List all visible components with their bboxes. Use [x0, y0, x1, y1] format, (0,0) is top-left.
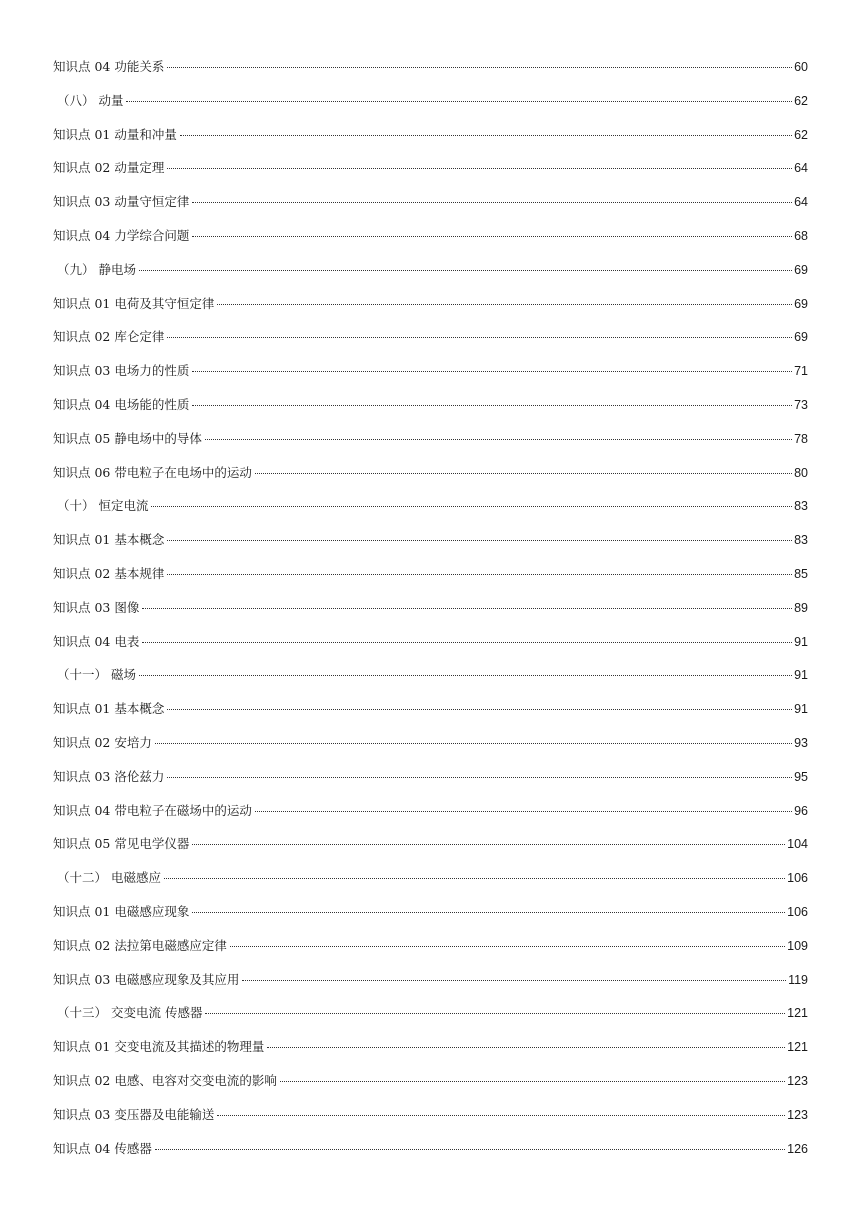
- dot-leader: [192, 371, 792, 372]
- toc-entry-page-number: 62: [794, 93, 808, 108]
- toc-item-row[interactable]: [53, 1071, 808, 1105]
- toc-entry-title: （九） 静电场: [57, 261, 136, 277]
- toc-entry-title: 知识点 01 交变电流及其描述的物理量: [53, 1039, 265, 1055]
- toc-item-row[interactable]: [53, 226, 808, 260]
- toc-item-row[interactable]: [53, 125, 808, 159]
- dot-leader: [280, 1081, 785, 1082]
- toc-entry-title: 知识点 06 带电粒子在电场中的运动: [53, 464, 252, 480]
- dot-leader: [142, 608, 792, 609]
- toc-entry-page-number: 64: [794, 161, 808, 176]
- toc-entry-title: 知识点 01 电荷及其守恒定律: [53, 295, 215, 311]
- toc-item-row[interactable]: [53, 395, 808, 429]
- toc-entry-title: 知识点 01 电磁感应现象: [53, 903, 190, 919]
- toc-entry-title: 知识点 02 基本规律: [53, 565, 165, 581]
- toc-entry-page-number: 91: [794, 668, 808, 683]
- toc-item-row[interactable]: [53, 1139, 808, 1173]
- toc-entry-title: 知识点 05 常见电学仪器: [53, 836, 190, 852]
- toc-entry-title: （八） 动量: [57, 92, 124, 108]
- toc-entry-page-number: 121: [787, 1040, 808, 1055]
- dot-leader: [155, 743, 792, 744]
- toc-item-row[interactable]: [53, 463, 808, 497]
- toc-entry-title: （十三） 交变电流 传感器: [57, 1005, 203, 1021]
- toc-item-row[interactable]: [53, 699, 808, 733]
- toc-item-row[interactable]: [53, 970, 808, 1004]
- dot-leader: [126, 101, 792, 102]
- toc-section-row[interactable]: [53, 91, 808, 125]
- toc-entry-page-number: 71: [794, 364, 808, 379]
- toc-section-row[interactable]: [53, 496, 808, 530]
- toc-entry-page-number: 69: [794, 262, 808, 277]
- dot-leader: [180, 135, 792, 136]
- toc-entry-page-number: 83: [794, 499, 808, 514]
- dot-leader: [167, 574, 792, 575]
- toc-item-row[interactable]: [53, 429, 808, 463]
- toc-entry-title: 知识点 03 电场力的性质: [53, 363, 190, 379]
- toc-entry-page-number: 89: [794, 600, 808, 615]
- toc-entry-page-number: 69: [794, 296, 808, 311]
- toc-entry-page-number: 104: [787, 837, 808, 852]
- toc-entry-page-number: 93: [794, 735, 808, 750]
- toc-item-row[interactable]: [53, 902, 808, 936]
- dot-leader: [255, 473, 792, 474]
- toc-item-row[interactable]: [53, 192, 808, 226]
- dot-leader: [255, 811, 792, 812]
- toc-entry-page-number: 91: [794, 702, 808, 717]
- dot-leader: [267, 1047, 785, 1048]
- dot-leader: [192, 844, 785, 845]
- dot-leader: [167, 777, 792, 778]
- toc-entry-page-number: 123: [787, 1073, 808, 1088]
- toc-entry-page-number: 78: [794, 431, 808, 446]
- toc-entry-page-number: 64: [794, 195, 808, 210]
- toc-entry-title: 知识点 02 法拉第电磁感应定律: [53, 937, 227, 953]
- toc-item-row[interactable]: [53, 834, 808, 868]
- toc-entry-title: 知识点 02 动量定理: [53, 160, 165, 176]
- toc-item-row[interactable]: [53, 733, 808, 767]
- toc-entry-title: 知识点 04 带电粒子在磁场中的运动: [53, 802, 252, 818]
- toc-item-row[interactable]: [53, 57, 808, 91]
- dot-leader: [230, 946, 785, 947]
- toc-entry-page-number: 73: [794, 397, 808, 412]
- toc-entry-title: 知识点 01 动量和冲量: [53, 126, 177, 142]
- dot-leader: [192, 912, 785, 913]
- toc-entry-page-number: 119: [788, 972, 808, 987]
- toc-item-row[interactable]: [53, 767, 808, 801]
- toc-item-row[interactable]: [53, 936, 808, 970]
- toc-entry-title: （十） 恒定电流: [57, 498, 149, 514]
- toc-item-row[interactable]: [53, 327, 808, 361]
- toc-entry-page-number: 126: [787, 1141, 808, 1156]
- toc-entry-title: 知识点 02 安培力: [53, 734, 152, 750]
- dot-leader: [139, 675, 792, 676]
- toc-entry-page-number: 106: [787, 904, 808, 919]
- toc-item-row[interactable]: [53, 1105, 808, 1139]
- dot-leader: [192, 202, 792, 203]
- dot-leader: [242, 980, 786, 981]
- dot-leader: [164, 878, 785, 879]
- toc-item-row[interactable]: [53, 361, 808, 395]
- toc-entry-title: 知识点 03 动量守恒定律: [53, 194, 190, 210]
- toc-entry-page-number: 95: [794, 769, 808, 784]
- toc-item-row[interactable]: [53, 632, 808, 666]
- toc-item-row[interactable]: [53, 530, 808, 564]
- toc-section-row[interactable]: [53, 665, 808, 699]
- dot-leader: [167, 168, 792, 169]
- toc-entry-title: 知识点 03 洛伦兹力: [53, 768, 165, 784]
- toc-entry-title: 知识点 04 电场能的性质: [53, 396, 190, 412]
- toc-entry-title: 知识点 04 功能关系: [53, 59, 165, 74]
- toc-entry-title: 知识点 02 库仑定律: [53, 329, 165, 345]
- toc-item-row[interactable]: [53, 1037, 808, 1071]
- dot-leader: [192, 405, 792, 406]
- dot-leader: [155, 1149, 785, 1150]
- toc-entry-title: 知识点 02 电感、电容对交变电流的影响: [53, 1072, 277, 1088]
- toc-entry-page-number: 106: [787, 871, 808, 886]
- toc-entry-page-number: 68: [794, 228, 808, 243]
- dot-leader: [151, 506, 792, 507]
- dot-leader: [205, 1013, 785, 1014]
- dot-leader: [192, 236, 792, 237]
- toc-entry-page-number: 91: [794, 634, 808, 649]
- toc-entry-page-number: 96: [794, 803, 808, 818]
- dot-leader: [142, 642, 792, 643]
- dot-leader: [205, 439, 792, 440]
- table-of-contents: [53, 57, 808, 1172]
- dot-leader: [167, 709, 792, 710]
- toc-entry-page-number: 123: [787, 1107, 808, 1122]
- toc-item-row[interactable]: [53, 801, 808, 835]
- dot-leader: [167, 67, 792, 68]
- toc-entry-page-number: 109: [787, 938, 808, 953]
- toc-item-row[interactable]: [53, 158, 808, 192]
- toc-entry-page-number: 60: [794, 60, 808, 74]
- toc-entry-title: 知识点 03 电磁感应现象及其应用: [53, 971, 240, 987]
- toc-item-row[interactable]: [53, 598, 808, 632]
- toc-section-row[interactable]: [53, 868, 808, 902]
- toc-item-row[interactable]: [53, 294, 808, 328]
- toc-entry-title: 知识点 04 电表: [53, 633, 140, 649]
- toc-section-row[interactable]: [53, 1003, 808, 1037]
- toc-item-row[interactable]: [53, 564, 808, 598]
- toc-entry-title: 知识点 01 基本概念: [53, 701, 165, 717]
- dot-leader: [217, 304, 792, 305]
- dot-leader: [217, 1115, 785, 1116]
- toc-entry-page-number: 83: [794, 533, 808, 548]
- toc-entry-title: 知识点 04 传感器: [53, 1140, 152, 1156]
- toc-entry-title: 知识点 05 静电场中的导体: [53, 430, 202, 446]
- toc-entry-page-number: 80: [794, 465, 808, 480]
- toc-entry-title: （十一） 磁场: [57, 667, 136, 683]
- toc-entry-title: 知识点 03 图像: [53, 599, 140, 615]
- toc-section-row[interactable]: [53, 260, 808, 294]
- dot-leader: [167, 337, 792, 338]
- dot-leader: [167, 540, 792, 541]
- toc-entry-title: 知识点 03 变压器及电能输送: [53, 1106, 215, 1122]
- toc-entry-page-number: 62: [794, 127, 808, 142]
- toc-entry-page-number: 121: [787, 1006, 808, 1021]
- toc-entry-title: （十二） 电磁感应: [57, 870, 161, 886]
- dot-leader: [139, 270, 792, 271]
- toc-entry-title: 知识点 04 力学综合问题: [53, 227, 190, 243]
- toc-entry-title: 知识点 01 基本概念: [53, 532, 165, 548]
- toc-entry-page-number: 85: [794, 566, 808, 581]
- toc-entry-page-number: 69: [794, 330, 808, 345]
